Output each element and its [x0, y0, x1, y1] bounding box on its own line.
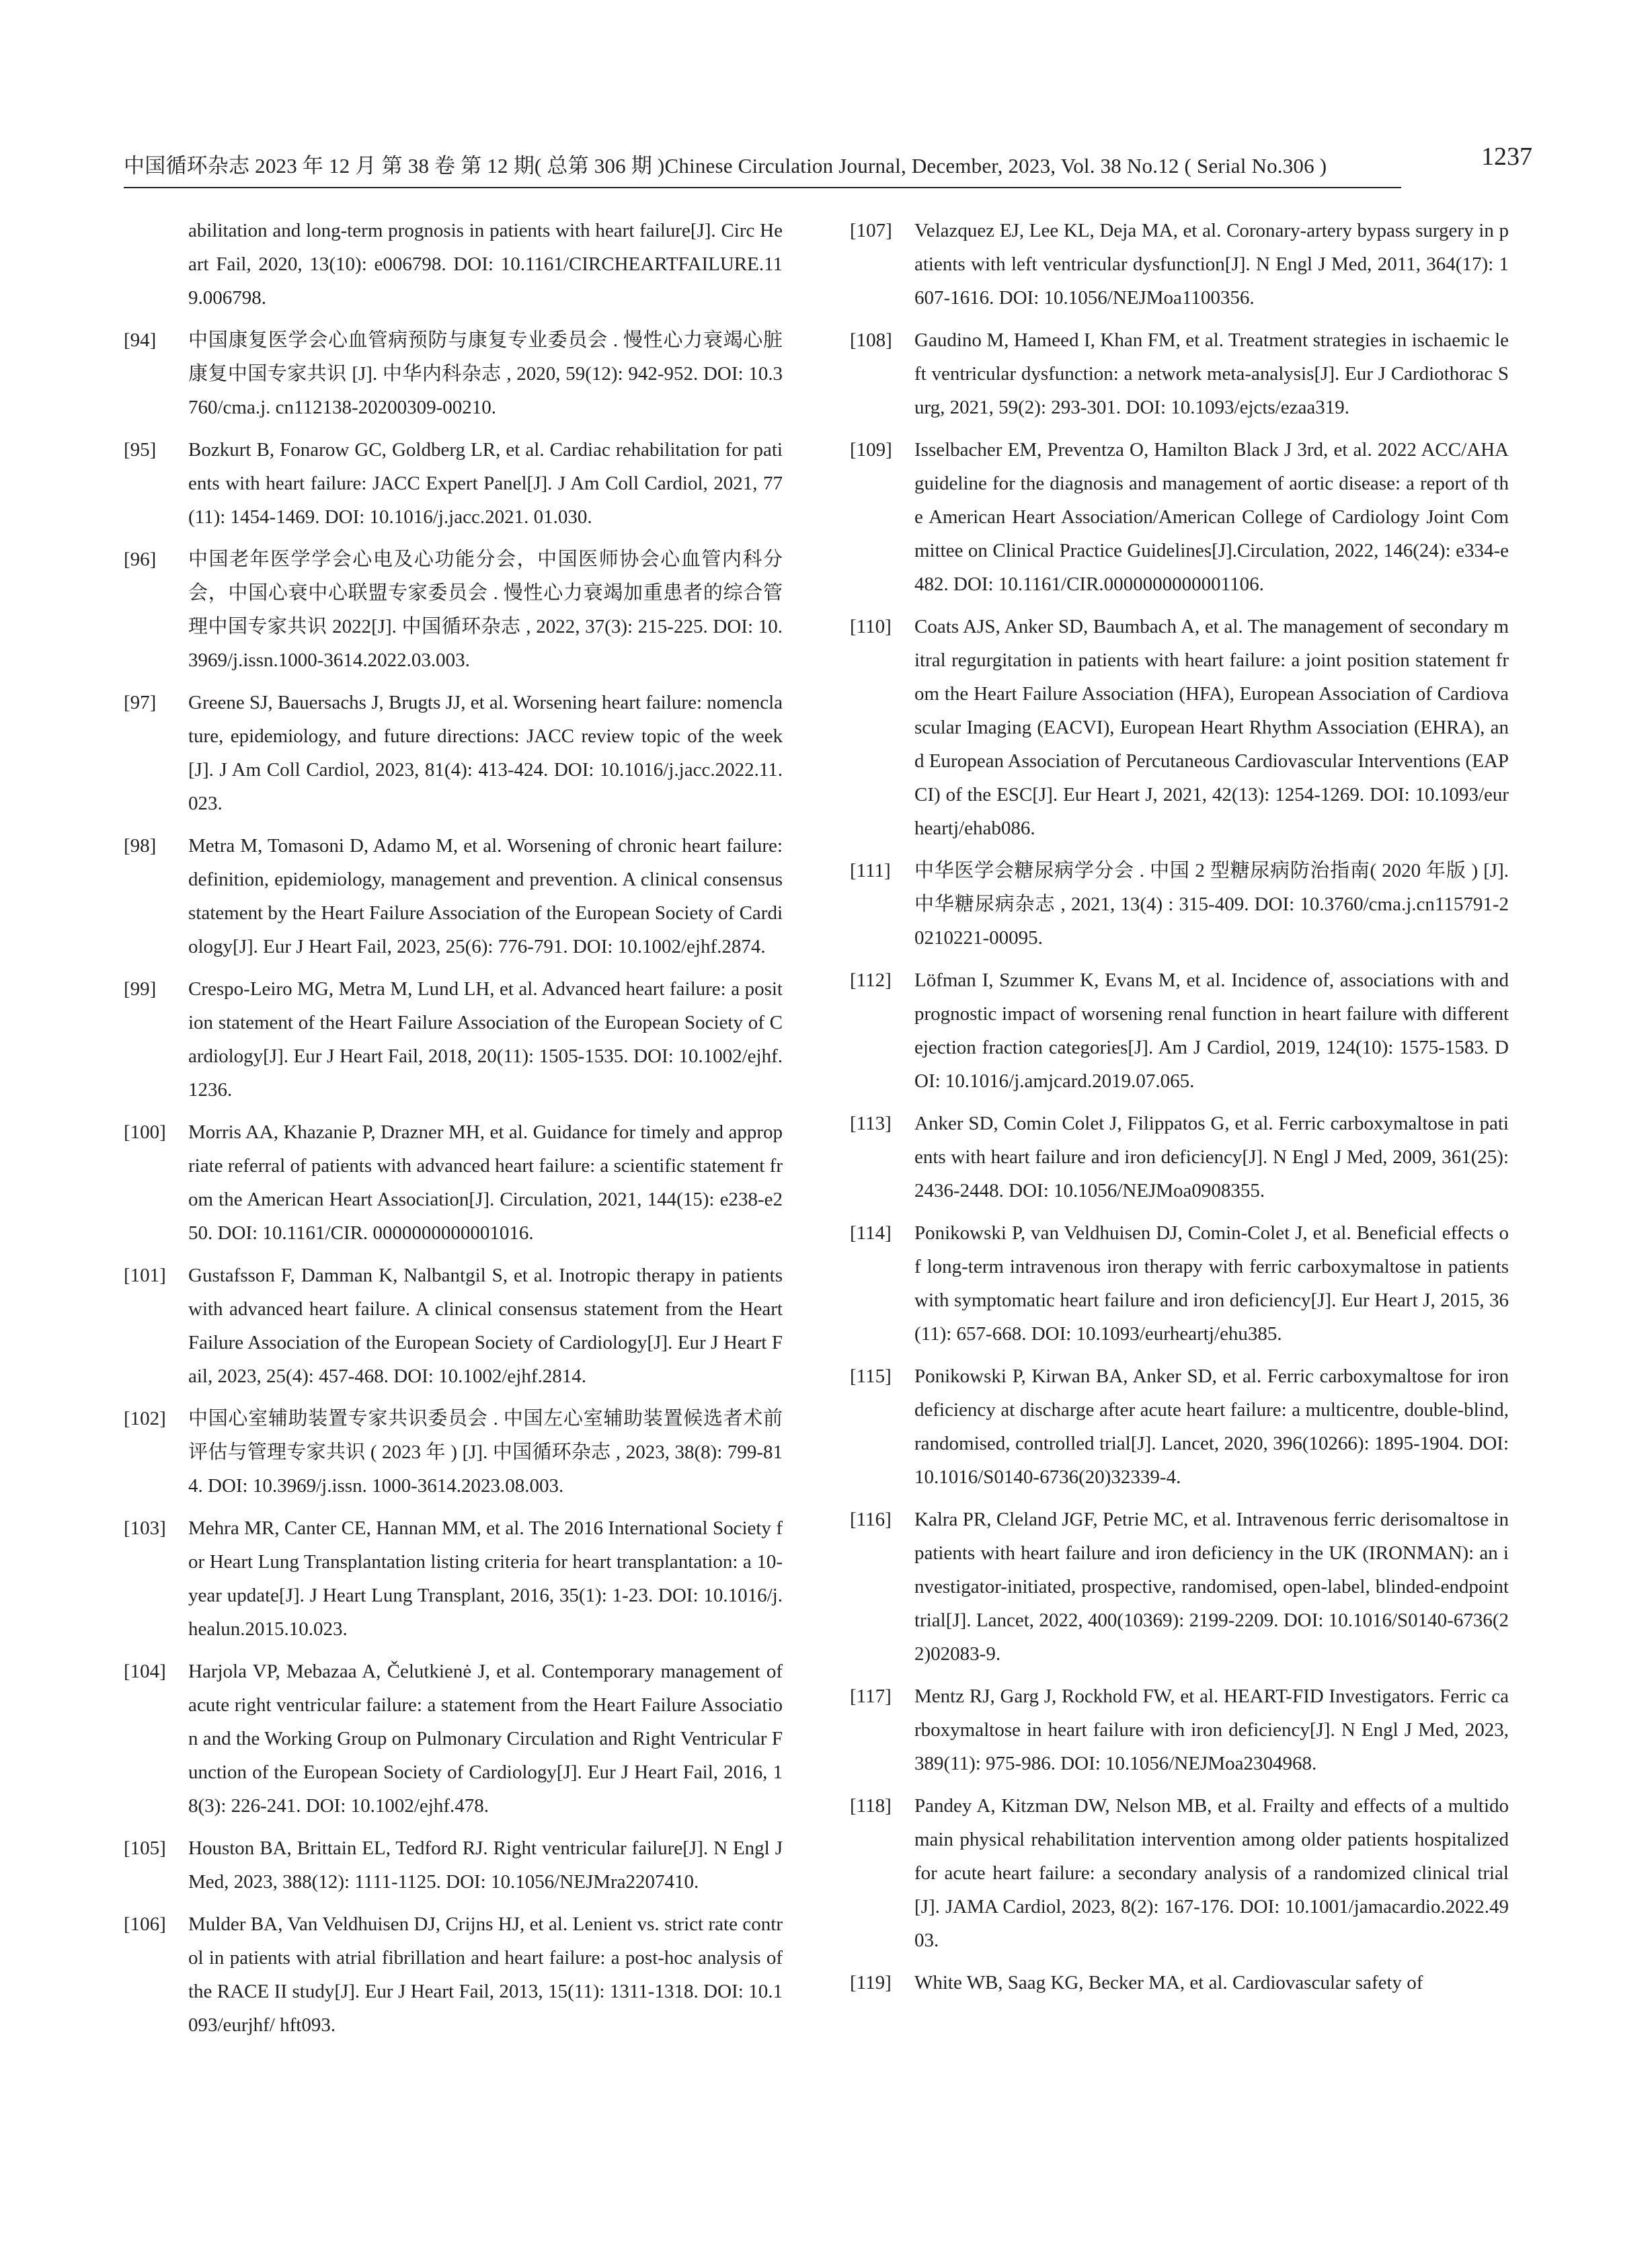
- reference-item: [850, 323, 1509, 424]
- continued-reference: abilitation and long-term prognosis in patients with heart failure[J]. Circ Heart Fail, 2020, 13(10): e006798. DOI: 10.1161/CIRCHEARTFAILURE.119.006798.: [188, 220, 783, 309]
- reference-text: Ponikowski P, van Veldhuisen DJ, Comin-Colet J, et al. Beneficial effects of long-term intravenous iron therapy with ferric carboxymaltose in patients with symptomatic heart failure and iron deficiency[J]. Eur Heart J, 2015, 36 (11): 657-668. DOI: 10.1093/eurheartj/ehu385.: [914, 1222, 1509, 1345]
- reference-text: Mehra MR, Canter CE, Hannan MM, et al. The 2016 International Society for Heart Lung Transplantation listing criteria for heart transplantation: a 10-year update[J]. J Heart Lung Transplant, 2016, 35(1): 1-23. DOI: 10.1016/j.healun.2015.10.023.: [188, 1517, 783, 1640]
- reference-item: [850, 610, 1509, 845]
- left-column: [124, 214, 783, 2051]
- reference-text: Gaudino M, Hameed I, Khan FM, et al. Treatment strategies in ischaemic left ventricular dysfunction: a network meta-analysis[J]. Eur J Cardiothorac Surg, 2021, 59(2): 293-301. DOI: 10.1093/ejcts/ezaa319.: [914, 329, 1509, 418]
- reference-number: [100]: [124, 1121, 166, 1143]
- reference-item: [124, 1259, 783, 1393]
- reference-text: Löfman I, Szummer K, Evans M, et al. Incidence of, associations with and prognostic impact of worsening renal function in heart failure with different ejection fraction categories[J]. Am J Cardiol, 2019, 124(10): 1575-1583. DOI: 10.1016/j.amjcard.2019.07.065.: [914, 970, 1509, 1092]
- reference-text: Mulder BA, Van Veldhuisen DJ, Crijns HJ, et al. Lenient vs. strict rate control in patients with atrial fibrillation and heart failure: a post-hoc analysis of the RACE II study[J]. Eur J Heart Fail, 2013, 15(11): 1311-1318. DOI: 10.1093/eurjhf/ hft093.: [188, 1913, 783, 2036]
- reference-number: [116]: [850, 1509, 892, 1530]
- reference-number: [95]: [124, 439, 157, 461]
- reference-number: [103]: [124, 1517, 166, 1539]
- reference-item: [124, 972, 783, 1107]
- reference-number: [112]: [850, 970, 892, 991]
- reference-number: [114]: [850, 1222, 892, 1244]
- reference-item: [124, 686, 783, 820]
- reference-number: [115]: [850, 1366, 892, 1387]
- reference-text: Greene SJ, Bauersachs J, Brugts JJ, et al. Worsening heart failure: nomenclature, epidemiology, and future directions: JACC review topic of the week[J]. J Am Coll Cardiol, 2023, 81(4): 413-424. DOI: 10.1016/j.jacc.2022.11.023.: [188, 692, 783, 814]
- reference-number: [102]: [124, 1408, 166, 1429]
- reference-number: [113]: [850, 1113, 892, 1134]
- reference-text: 中国老年医学学会心电及心功能分会，中国医师协会心血管内科分会，中国心衰中心联盟专家委员会 . 慢性心力衰竭加重患者的综合管理中国专家共识 2022[J]. 中国循环杂志 , 2022, 37(3): 215-225. DOI: 10.3969/j.issn.1000-3614.2022.03.003.: [188, 549, 783, 671]
- reference-item: [124, 1115, 783, 1250]
- reference-item: [850, 433, 1509, 601]
- reference-number: [101]: [124, 1265, 166, 1286]
- reference-number: [108]: [850, 329, 892, 351]
- reference-item: [850, 1503, 1509, 1671]
- reference-text: Pandey A, Kitzman DW, Nelson MB, et al. Frailty and effects of a multidomain physical rehabilitation intervention among older patients hospitalized for acute heart failure: a secondary analysis of a randomized clinical trial[J]. JAMA Cardiol, 2023, 8(2): 167-176. DOI: 10.1001/jamacardio.2022.4903.: [914, 1795, 1509, 1951]
- reference-text: White WB, Saag KG, Becker MA, et al. Cardiovascular safety of: [914, 1972, 1423, 1993]
- reference-item: [850, 214, 1509, 315]
- reference-number: [96]: [124, 549, 157, 570]
- reference-number: [106]: [124, 1913, 166, 1935]
- reference-text: Anker SD, Comin Colet J, Filippatos G, et al. Ferric carboxymaltose in patients with heart failure and iron deficiency[J]. N Engl J Med, 2009, 361(25): 2436-2448. DOI: 10.1056/NEJMoa0908355.: [914, 1113, 1509, 1201]
- reference-item: [124, 433, 783, 534]
- reference-item: [124, 829, 783, 963]
- reference-text: Ponikowski P, Kirwan BA, Anker SD, et al. Ferric carboxymaltose for iron deficiency at discharge after acute heart failure: a multicentre, double-blind, randomised, controlled trial[J]. Lancet, 2020, 396(10266): 1895-1904. DOI: 10.1016/S0140-6736(20)32339-4.: [914, 1366, 1509, 1488]
- reference-text: 中国康复医学会心血管病预防与康复专业委员会 . 慢性心力衰竭心脏康复中国专家共识 [J]. 中华内科杂志 , 2020, 59(12): 942-952. DOI: 10.3760/cma.j. cn112138-20200309-00210.: [188, 329, 783, 418]
- reference-number: [104]: [124, 1661, 166, 1682]
- reference-number: [117]: [850, 1686, 892, 1707]
- reference-text: Metra M, Tomasoni D, Adamo M, et al. Worsening of chronic heart failure: definition, epidemiology, management and prevention. A clinical consensus statement by the Heart Failure Association of the European Society of Cardiology[J]. Eur J Heart Fail, 2023, 25(6): 776-791. DOI: 10.1002/ejhf.2874.: [188, 835, 783, 957]
- reference-item: [124, 1907, 783, 2042]
- reference-number: [94]: [124, 329, 157, 351]
- reference-item: [850, 963, 1509, 1098]
- reference-item: [850, 1966, 1509, 2000]
- reference-number: [98]: [124, 835, 157, 857]
- right-reference-list: [850, 214, 1509, 2000]
- reference-item: [850, 1216, 1509, 1351]
- page-number: 1237: [1481, 143, 1532, 171]
- reference-item: [124, 1402, 783, 1503]
- reference-number: [99]: [124, 978, 157, 1000]
- running-head: 中国循环杂志 2023 年 12 月 第 38 卷 第 12 期( 总第 306 期 )Chinese Circulation Journal, December, 2023, Vol. 38 No.12 ( Serial No.306 ): [124, 154, 1327, 177]
- reference-number: [107]: [850, 220, 892, 241]
- right-column: [850, 214, 1509, 2008]
- reference-item: [850, 1107, 1509, 1208]
- left-reference-list: [124, 323, 783, 2042]
- reference-text: Morris AA, Khazanie P, Drazner MH, et al. Guidance for timely and appropriate referral of patients with advanced heart failure: a scientific statement from the American Heart Association[J]. Circulation, 2021, 144(15): e238-e250. DOI: 10.1161/CIR. 0000000000001016.: [188, 1121, 783, 1244]
- reference-number: [105]: [124, 1837, 166, 1859]
- reference-text: Gustafsson F, Damman K, Nalbantgil S, et al. Inotropic therapy in patients with advanced heart failure. A clinical consensus statement from the Heart Failure Association of the European Society of Cardiology[J]. Eur J Heart Fail, 2023, 25(4): 457-468. DOI: 10.1002/ejhf.2814.: [188, 1265, 783, 1387]
- reference-text: Coats AJS, Anker SD, Baumbach A, et al. The management of secondary mitral regurgitation in patients with heart failure: a joint position statement from the Heart Failure Association (HFA), European Association of Cardiovascular Imaging (EACVI), European Heart Rhythm Association (EHRA), and European Association of Percutaneous Cardiovascular Interventions (EAPCI) of the ESC[J]. Eur Heart J, 2021, 42(13): 1254-1269. DOI: 10.1093/eurheartj/ehab086.: [914, 616, 1509, 839]
- header-rule: [124, 187, 1401, 188]
- reference-text: 中华医学会糖尿病学分会 . 中国 2 型糖尿病防治指南( 2020 年版 ) [J]. 中华糖尿病杂志 , 2021, 13(4) : 315-409. DOI: 10.3760/cma.j.cn115791-20210221-00095.: [914, 860, 1509, 949]
- page-header: [124, 143, 1532, 190]
- reference-text: Kalra PR, Cleland JGF, Petrie MC, et al. Intravenous ferric derisomaltose in patients with heart failure and iron deficiency in the UK (IRONMAN): an investigator-initiated, prospective, randomised, open-label, blinded-endpoint trial[J]. Lancet, 2022, 400(10369): 2199-2209. DOI: 10.1016/S0140-6736(22)02083-9.: [914, 1509, 1509, 1665]
- reference-number: [119]: [850, 1972, 892, 1993]
- reference-text: Mentz RJ, Garg J, Rockhold FW, et al. HEART-FID Investigators. Ferric carboxymaltose in heart failure with iron deficiency[J]. N Engl J Med, 2023, 389(11): 975-986. DOI: 10.1056/NEJMoa2304968.: [914, 1686, 1509, 1774]
- reference-number: [118]: [850, 1795, 892, 1817]
- reference-text: 中国心室辅助装置专家共识委员会 . 中国左心室辅助装置候选者术前评估与管理专家共识 ( 2023 年 ) [J]. 中国循环杂志 , 2023, 38(8): 799-814. DOI: 10.3969/j.issn. 1000-3614.2023.08.003.: [188, 1408, 783, 1497]
- reference-item: [850, 854, 1509, 955]
- reference-text: Harjola VP, Mebazaa A, Čelutkienė J, et al. Contemporary management of acute right ventricular failure: a statement from the Heart Failure Association and the Working Group on Pulmonary Circulation and Right Ventricular Function of the European Society of Cardiology[J]. Eur J Heart Fail, 2016, 18(3): 226-241. DOI: 10.1002/ejhf.478.: [188, 1661, 783, 1817]
- reference-number: [109]: [850, 439, 892, 461]
- reference-item: [124, 1511, 783, 1646]
- reference-text: Isselbacher EM, Preventza O, Hamilton Black J 3rd, et al. 2022 ACC/AHA guideline for the diagnosis and management of aortic disease: a report of the American Heart Association/American College of Cardiology Joint Committee on Clinical Practice Guidelines[J].Circulation, 2022, 146(24): e334-e482. DOI: 10.1161/CIR.0000000000001106.: [914, 439, 1509, 595]
- reference-item: [124, 1655, 783, 1823]
- reference-text: Crespo-Leiro MG, Metra M, Lund LH, et al. Advanced heart failure: a position statement of the Heart Failure Association of the European Society of Cardiology[J]. Eur J Heart Fail, 2018, 20(11): 1505-1535. DOI: 10.1002/ejhf.1236.: [188, 978, 783, 1101]
- reference-number: [97]: [124, 692, 157, 713]
- reference-text: Houston BA, Brittain EL, Tedford RJ. Right ventricular failure[J]. N Engl J Med, 2023, 388(12): 1111-1125. DOI: 10.1056/NEJMra2207410.: [188, 1837, 783, 1893]
- reference-text: Velazquez EJ, Lee KL, Deja MA, et al. Coronary-artery bypass surgery in patients with left ventricular dysfunction[J]. N Engl J Med, 2011, 364(17): 1607-1616. DOI: 10.1056/NEJMoa1100356.: [914, 220, 1509, 309]
- reference-number: [111]: [850, 860, 891, 881]
- reference-text: Bozkurt B, Fonarow GC, Goldberg LR, et al. Cardiac rehabilitation for patients with heart failure: JACC Expert Panel[J]. J Am Coll Cardiol, 2021, 77(11): 1454-1469. DOI: 10.1016/j.jacc.2021. 01.030.: [188, 439, 783, 528]
- reference-item: [850, 1789, 1509, 1957]
- reference-item: [124, 323, 783, 424]
- reference-number: [110]: [850, 616, 892, 637]
- reference-item: [124, 543, 783, 677]
- reference-item: [850, 1359, 1509, 1494]
- reference-item: [850, 1679, 1509, 1780]
- reference-item: [124, 1831, 783, 1899]
